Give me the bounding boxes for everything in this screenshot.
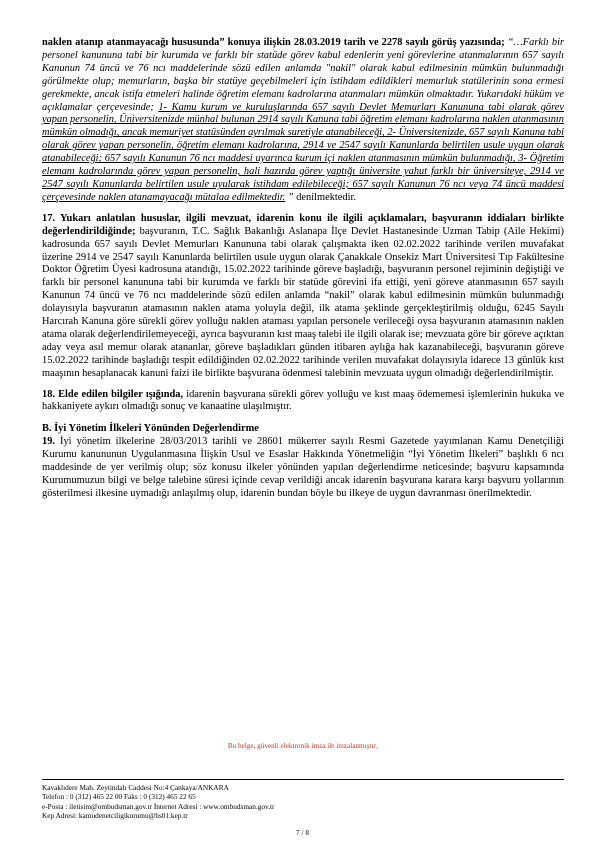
document-body bbox=[42, 37, 564, 501]
e-signature-note: Bu belge, güvenli elektronik imza ile imzalanmıştır. bbox=[227, 742, 378, 750]
footer-phone: Telefon : 0 (312) 465 22 00 Faks : 0 (312) 465 22 65 bbox=[42, 792, 196, 802]
section-heading-b: B. İyi Yönetim İlkeleri Yönünden Değerlendirme bbox=[42, 423, 259, 435]
page-number: 7 / 8 bbox=[296, 828, 309, 837]
footer-kep: Kep Adresi: kamudenetciligikurumu@hs01.kep.tr bbox=[42, 811, 188, 821]
footer-divider bbox=[42, 779, 564, 780]
footer-email-web: e-Posta : iletisim@ombudsman.gov.tr İnternet Adresi : www.ombudsman.gov.tr bbox=[42, 801, 275, 811]
paragraph-18 bbox=[42, 389, 564, 415]
paragraph-19-text: İyi yönetim ilkelerine 28/03/2013 tarihli ve 28601 mükerrer sayılı Resmi Gazetede yayımlanan Kamu Denetçiliği Kurumu kanununun Uygulanmasına İlişkin Usul ve Esaslar Hakkında Yönetmeliğin “İyi Yönetim İlkeleri” başlıklı 6 ncı maddesinde de yer verilmiş olup; söz konusu ilkeler yönünden yapılan değerlendirme neticesinde; başvuru kapsamında Kurumumuzun bilgi ve belge talebine süresi içinde cevap verildiği ancak idarenin başvurana karara karşı başvuru yollarının gösterilmesi ilkesine uymadığı anlaşılmış olup, idarenin bundan böyle bu ilkeye de uygun davranması önerilmektedir. bbox=[42, 436, 564, 499]
opinion-quote-tail: denilmektedir. bbox=[293, 191, 356, 203]
opinion-reference-lead: naklen atanıp atanmayacağı hususunda” konuya ilişkin 28.03.2019 tarih ve 2278 sayılı görüş yazısında; bbox=[42, 37, 505, 48]
footer bbox=[42, 783, 564, 821]
opinion-quote-text: “…Farklı bir personel kanununa tabi bir kurumda ve farklı bir statüde görev kabul edenlerin yeni görevlerine atanmalarının 657 sayılı Kanunun 74 üncü ve 76 ncı maddelerinde sözü edilen anlamda "nakil" olarak kabul edilmesinin mümkün bulunmadığı görülmekte olup; memurların, başka bir statüye geçebilmeleri için istihdam edildikleri memurluk statülerinin sona ermesi gerekmekte, ancak istifa etmeleri halinde öğretim elemanı kadrolarına atanmaları mümkün olmaktadır. Yukarıdaki hüküm ve açıklamalar çerçevesinde; bbox=[42, 37, 564, 113]
opinion-quote-underlined: 1- Kamu kurum ve kuruluşlarında 657 sayılı Devlet Memurları Kanununa tabi olarak görev yapan personelin, Üniversitenizde münhal bulunan 2914 sayılı Kanuna tabi öğretim elemanı kadrolarına naklen atanmasının mümkün olmadığı, ancak memuriyet statüsünden ayrılmak suretiyle atanabileceği, 2- Üniversitenizde, 657 sayılı Kanuna tabi olarak görev yapan personelin, öğretim elemanı kadrolarına, 2914 ve 2547 sayılı Kanunlarda belirtilen usule uygun olarak atanabileceği; 657 sayılı Kanunun 76 ncı maddesi uyarınca kurum içi naklen atanmasının mümkün bulunmadığı, 3- Öğretim elemanı kadrolarında görev yapan personelin, hali hazırda görev yaptığı üniversite yahut farklı bir üniversiteye, 2914 ve 2547 sayılı Kanunlarda belirtilen usule uyularak istihdam edilebileceği; 657 sayılı Kanunun 76 ncı veya 74 üncü maddesi çerçevesinde naklen atanamayacağı mütalaa edilmektedir. bbox=[42, 101, 564, 203]
paragraph-opinion-quote bbox=[42, 37, 564, 205]
opinion-quote-close: ” bbox=[285, 191, 294, 203]
paragraph-18-lead: 18. Elde edilen bilgiler ışığında, bbox=[42, 388, 184, 400]
footer-address: Kavaklıdere Mah. Zeytindalı Caddesi No:4 Çankaya/ANKARA bbox=[42, 783, 229, 792]
paragraph-17-text: başvuranın, T.C. Sağlık Bakanlığı Aslanapa İlçe Devlet Hastanesinde Uzman Tabip (Aile Hekimi) kadrosunda 657 sayılı Devlet Memurları Kanununa tabi olarak çalışmakta iken 02.02.2022 tarihinde verilen muvafakat üzerine 2914 ve 2547 sayılı Kanunlarda belirtilen usule uygun olarak Çanakkale Onsekiz Mart Üniversitesi Tıp Fakültesine Doktor Öğretim Üyesi kadrosuna atandığı, 15.02.2022 tarihinde göreve başladığı, başvuranın personel rejiminin değiştiği ve farklı bir personel kanununa tabi bir kurumda ve farklı bir statüde görevini ifa ettiği, yeni göreve atanmasının 657 sayılı Kanunun 74 üncü ve 76 ncı maddelerinde sözü edilen anlamda “nakil” olarak kabul edilmesinin mümkün bulunmadığı dolayısıyla başvuranın atamasının naklen atama yoluyla değil, ilk atama şeklinde gerçekleştirilmiş olduğu, 6245 Sayılı Harcırah Kanuna göre sürekli görev yolluğu naklen ataması yapılan personele verileceği oysa başvuranın atamasının naklen atama olarak değerlendirilemeyeceği, ayrıca başvuranın kıst maaş talebi ile ilgili olarak ise; mevzuata göre bir göreve açıktan aday veya asıl memur olarak atananlar, göreve başladıkları günden itibaren aylığa hak kazanabileceği, başvuranın göreve 15.02.2022 tarihinde başladığı tespit edildiğinden 02.02.2022 tarihinde verilen muvafakat dolayısıyla idarece 13 günlük kıst maaşının hesaplanacak kanuni faizi ile birlikte başvurana ödenmesi talebinin mevzuata uygun olmadığı değerlendirilmiştir. bbox=[42, 225, 564, 379]
paragraph-17-lead: 17. Yukarı anlatılan hususlar, ilgili mevzuat, idarenin konu ile ilgili açıklamaları, başvuranın iddiaları birlikte değerlendirildiğinde; bbox=[42, 212, 564, 237]
paragraph-17 bbox=[42, 213, 564, 381]
paragraph-19-lead: 19. bbox=[42, 436, 55, 448]
paragraph-18-text: idarenin başvurana sürekli görev yolluğu ve kıst maaş ödememesi işlemlerinin hukuka ve hakkaniyete aykırı olmadığı sonuç ve kanaatine ulaşılmıştır. bbox=[42, 388, 564, 413]
paragraph-19 bbox=[42, 436, 564, 501]
